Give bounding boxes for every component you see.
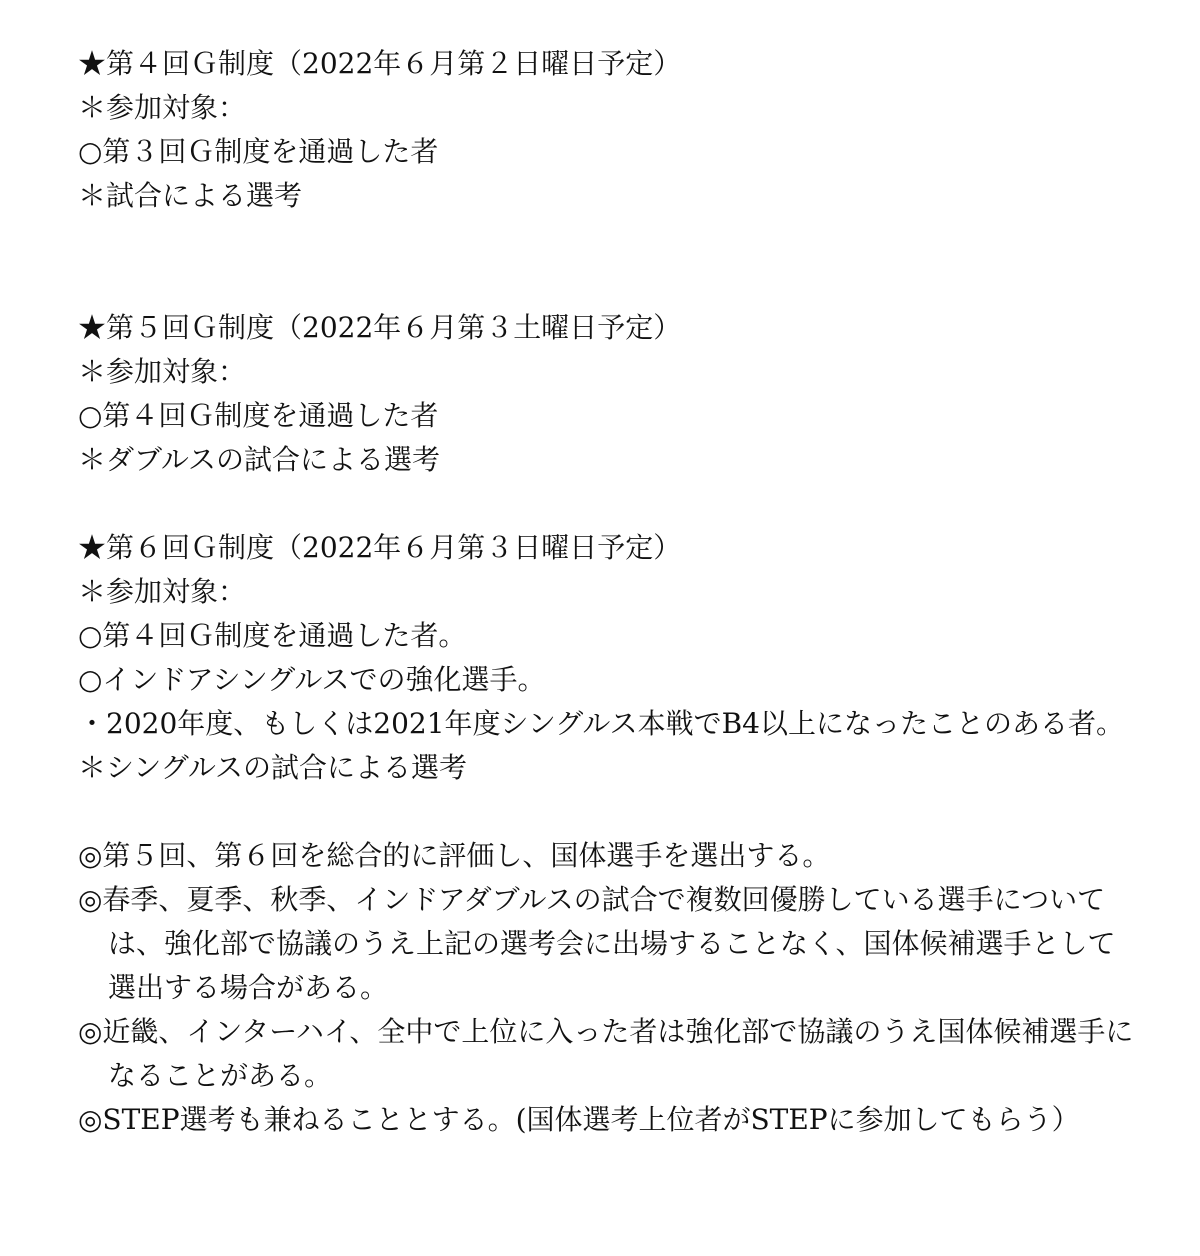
selection-method: ＊試合による選考 [78,179,303,212]
target-label: ＊参加対象： [78,91,247,124]
selection-method: ＊ダブルスの試合による選考 [78,443,441,476]
notes-section [78,834,1138,1142]
section-title: ★第４回Ｇ制度（2022年６月第２日曜日予定） [78,47,682,80]
note-item: ◎第５回、第６回を総合的に評価し、国体選手を選出する。 [78,839,831,872]
target-label: ＊参加対象： [78,355,247,388]
note-item: ◎近畿、インターハイ、全中で上位に入った者は強化部で協議のうえ国体候補選手になることがある。 [78,1015,1134,1092]
target-item: ○インドアシングルスでの強化選手。 [78,663,546,696]
document-body [78,42,1138,1142]
target-item: ○第４回Ｇ制度を通過した者。 [78,619,467,652]
note-item: ◎春季、夏季、秋季、インドアダブルスの試合で複数回優勝している選手については、強化部で協議のうえ上記の選考会に出場することなく、国体候補選手として選出する場合がある。 [78,883,1116,1004]
section-4th-g-system [78,42,1138,218]
selection-method: ＊シングルスの試合による選考 [78,751,468,784]
spacer [78,482,1138,526]
target-item: ○第４回Ｇ制度を通過した者 [78,399,439,432]
target-label: ＊参加対象： [78,575,247,608]
section-6th-g-system [78,526,1138,790]
eligibility-bullet: ・2020年度、もしくは2021年度シングルス本戦でB4以上になったことのある者。 [78,707,1124,740]
spacer [78,262,1138,306]
spacer [78,218,1138,262]
note-item: ◎STEP選考も兼ねることとする。(国体選考上位者がSTEPに参加してもらう） [78,1103,1080,1136]
spacer [78,790,1138,834]
section-5th-g-system [78,306,1138,482]
section-title: ★第６回Ｇ制度（2022年６月第３日曜日予定） [78,531,682,564]
target-item: ○第３回Ｇ制度を通過した者 [78,135,439,168]
section-title: ★第５回Ｇ制度（2022年６月第３土曜日予定） [78,311,682,344]
